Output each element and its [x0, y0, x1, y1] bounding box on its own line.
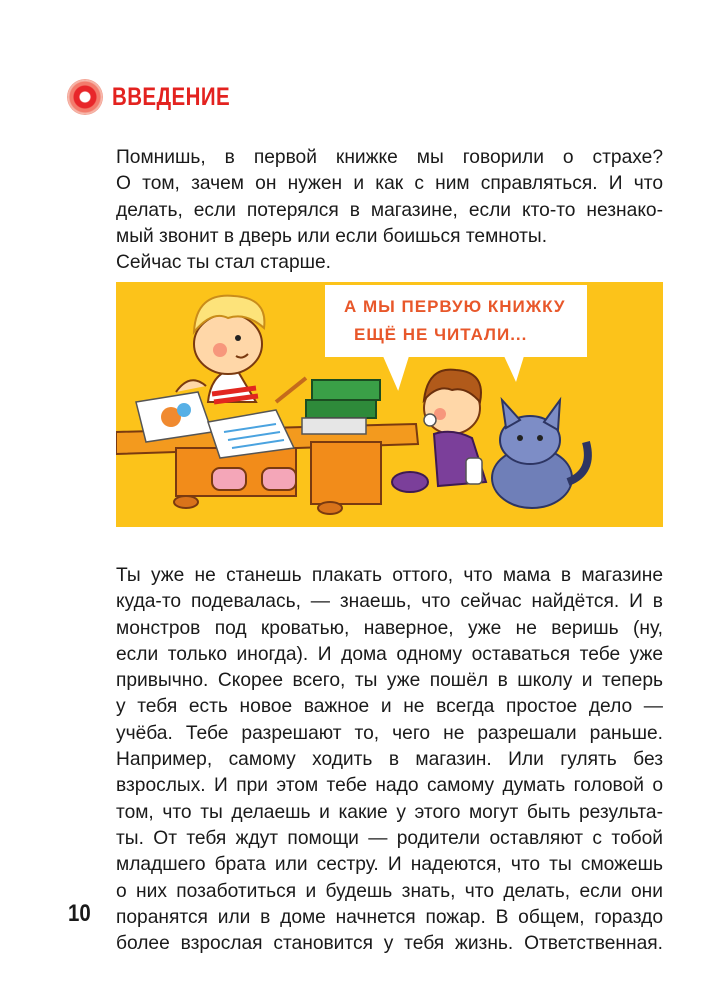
speech-bubble-line1: А МЫ ПЕРВУЮ КНИЖКУ [344, 297, 566, 316]
body-line: том, что ты делаешь и какие у этого могут быть результа- [116, 801, 663, 823]
speech-bubble-line2: ЕЩЁ НЕ ЧИТАЛИ... [354, 325, 528, 344]
intro-line: делать, если потерялся в магазине, если кто-то незнако- [116, 199, 663, 221]
body-line: Например, самому ходить в магазин. Или гулять без [116, 749, 663, 771]
intro-line: О том, зачем он нужен и как с ним справляться. И что [116, 173, 663, 195]
section-title: ВВЕДЕНИЕ [112, 82, 231, 111]
section-heading [68, 80, 256, 114]
illustration-drawing [116, 282, 663, 527]
body-line: монстров под кроватью, наверное, уже не веришь (ну, [116, 617, 663, 639]
body-line: ты. От тебя ждут помощи — родители оставляют с тобой [116, 827, 663, 849]
body-line: взрослых. И при этом тебе надо самому думать головой о [116, 775, 663, 797]
intro-paragraph [116, 145, 663, 276]
body-line: Ты уже не станешь плакать оттого, что мама в магазине [116, 565, 663, 586]
intro-line: Сейчас ты стал старше. [116, 252, 332, 274]
body-line: более взрослая становится у тебя жизнь. Ответственная. [116, 933, 663, 955]
body-line: младшего брата или сестру. И надеются, что ты сможешь [116, 854, 663, 876]
cat [492, 400, 588, 508]
intro-line: мый звонит в дверь или если боишься темноты. [116, 225, 548, 247]
body-line: поранятся или в доме начнется пожар. В общем, гораздо [116, 906, 663, 928]
illustration [116, 282, 663, 527]
body-line: куда-то подевалась, — знаешь, что сейчас найдётся. И в [116, 591, 663, 613]
body-line: привычно. Скорее всего, ты уже пошёл в школу и теперь [116, 670, 663, 692]
body-line: учёба. Тебе разрешают то, чего не разрешали раньше. [116, 722, 663, 744]
intro-line: Помнишь, в первой книжке мы говорили о страхе? [116, 147, 663, 168]
body-line: о них позаботиться и будешь знать, что делать, если они [116, 880, 663, 902]
body-line: у тебя есть новое важное и не всегда простое дело — [116, 696, 663, 718]
page-number: 10 [68, 900, 91, 927]
heading-bullet-icon [68, 80, 102, 114]
body-paragraph [116, 563, 663, 957]
body-line: если только иногда). И дома одному оставаться тебе уже [116, 643, 663, 665]
